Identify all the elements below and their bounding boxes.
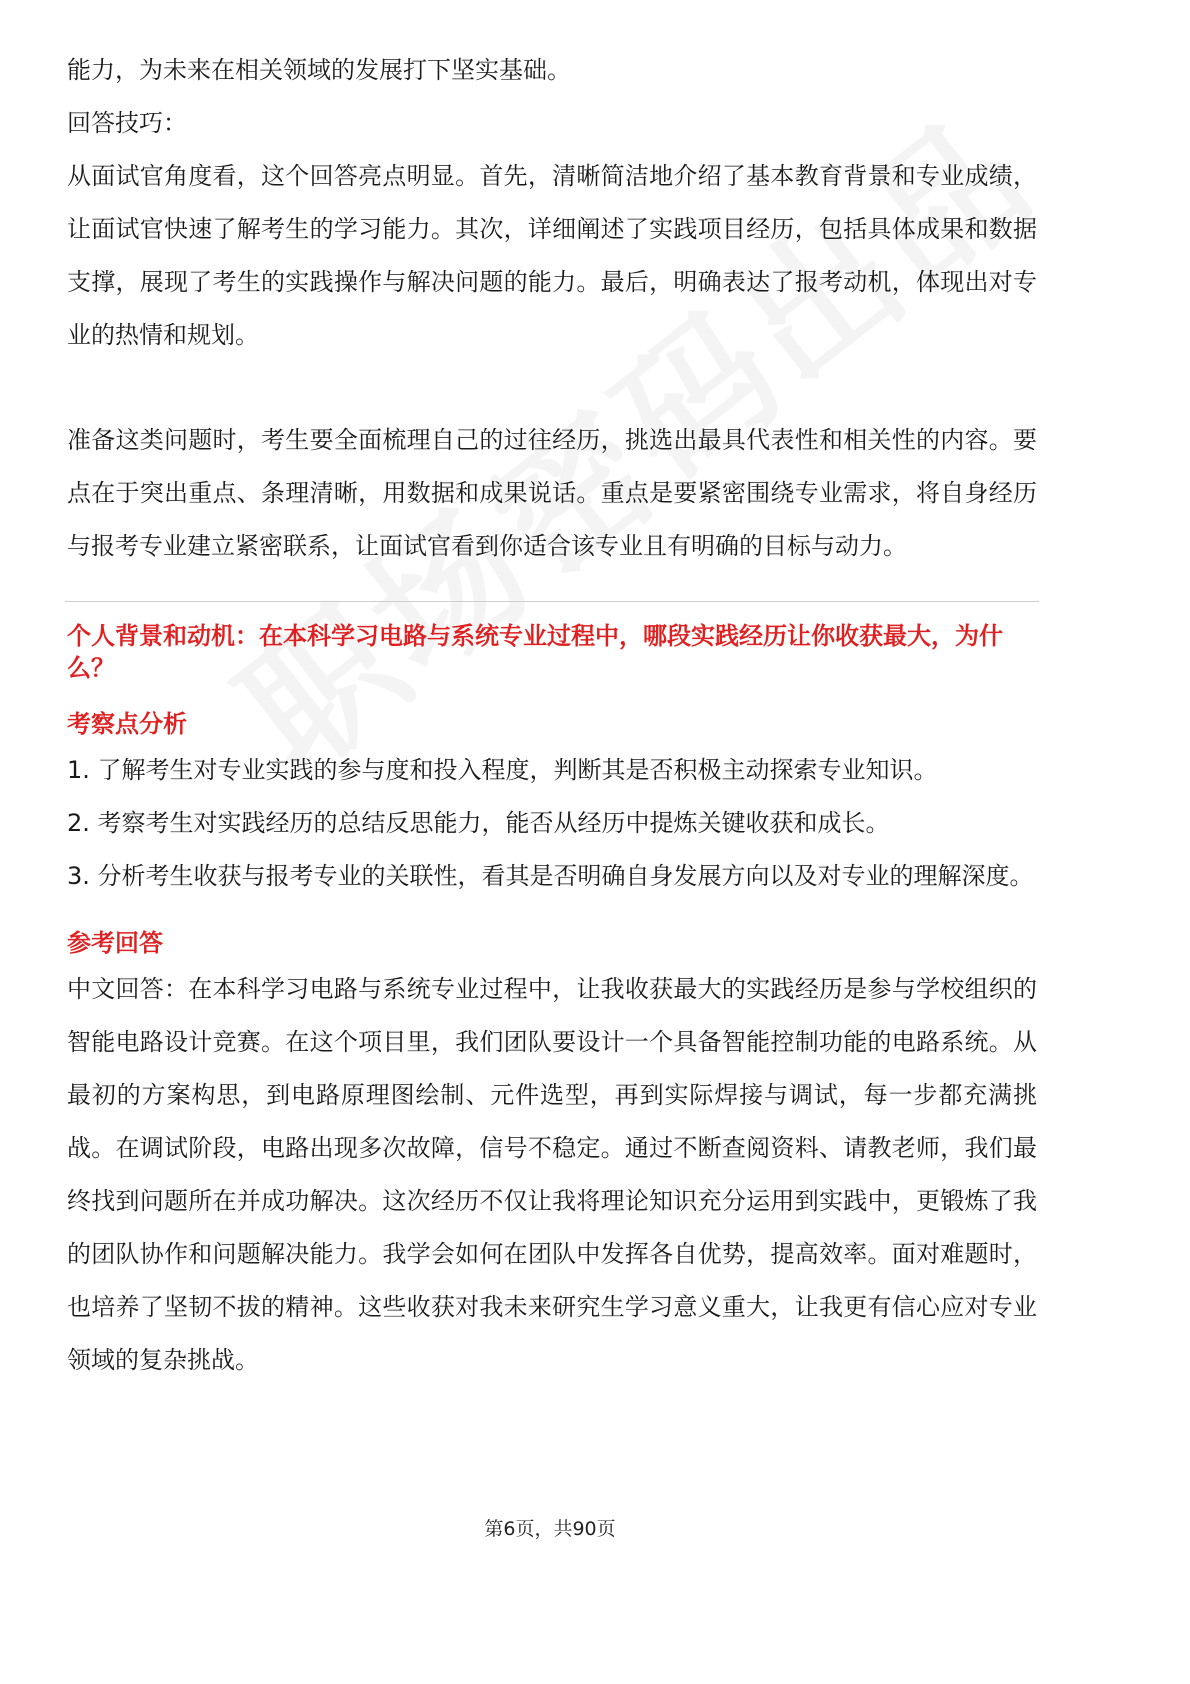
page-content xyxy=(67,44,1037,1387)
tips-heading: 回答技巧： xyxy=(67,109,187,137)
answer-paragraph: 中文回答：在本科学习电路与系统专业过程中，让我收获最大的实践经历是参与学校组织的智能电路设计竞赛。在这个项目里，我们团队要设计一个具备智能控制功能的电路系统。从最初的方案构思，到电路原理图绘制、元件选型，再到实际焊接与调试，每一步都充满挑战。在调试阶段，电路出现多次故障，信号不稳定。通过不断查阅资料、请教老师，我们最终找到问题所在并成功解决。这次经历不仅让我将理论知识充分运用到实践中，更锻炼了我的团队协作和问题解决能力。我学会如何在团队中发挥各自优势，提高效率。面对难题时，也培养了坚韧不拔的精神。这些收获对我未来研究生学习意义重大，让我更有信心应对专业领域的复杂挑战。 xyxy=(67,975,1037,1374)
prep-paragraph: 准备这类问题时，考生要全面梳理自己的过往经历，挑选出最具代表性和相关性的内容。要点在于突出重点、条理清晰，用数据和成果说话。重点是要紧密围绕专业需求，将自身经历与报考专业建立紧密联系，让面试官看到你适合该专业且有明确的目标与动力。 xyxy=(67,426,1037,560)
analysis-item: 1. 了解考生对专业实践的参与度和投入程度，判断其是否积极主动探索专业知识。 xyxy=(67,756,938,784)
paragraph-gap xyxy=(67,362,1037,414)
question-title: 个人背景和动机：在本科学习电路与系统专业过程中，哪段实践经历让你收获最大，为什么？ xyxy=(67,622,1003,682)
analysis-item: 2. 考察考生对实践经历的总结反思能力，能否从经历中提炼关键收获和成长。 xyxy=(67,809,890,837)
analysis-list xyxy=(67,744,1037,903)
answer-heading: 参考回答 xyxy=(67,929,163,957)
analysis-item: 3. 分析考生收获与报考专业的关联性，看其是否明确自身发展方向以及对专业的理解深度。 xyxy=(67,862,1034,890)
section-divider xyxy=(65,601,1039,602)
tips-paragraph: 从面试官角度看，这个回答亮点明显。首先，清晰简洁地介绍了基本教育背景和专业成绩，让面试官快速了解考生的学习能力。其次，详细阐述了实践项目经历，包括具体成果和数据支撑，展现了考生的实践操作与解决问题的能力。最后，明确表达了报考动机，体现出对专业的热情和规划。 xyxy=(67,162,1037,349)
analysis-heading: 考察点分析 xyxy=(67,710,187,738)
page-number: 第6页，共90页 xyxy=(484,1518,616,1540)
intro-continuation: 能力，为未来在相关领域的发展打下坚实基础。 xyxy=(67,56,571,84)
